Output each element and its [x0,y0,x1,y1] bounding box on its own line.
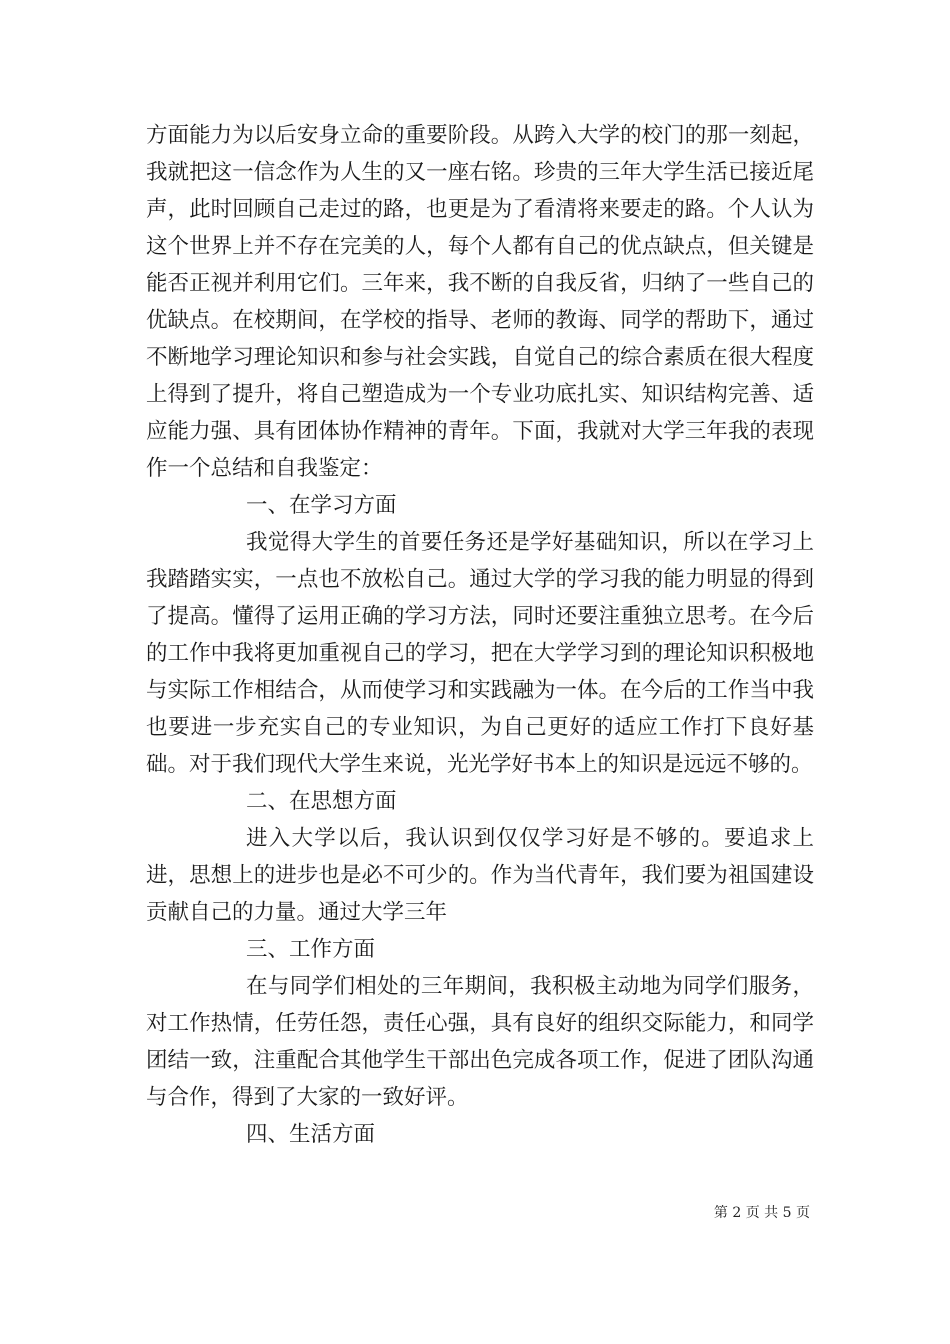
section-heading-work: 三、工作方面 [246,937,376,962]
section-heading-life: 四、生活方面 [246,1122,376,1147]
document-body [146,117,814,1153]
work-paragraph: 在与同学们相处的三年期间，我积极主动地为同学们服务，对工作热情，任劳任怨，责任心强，具有良好的组织交际能力，和同学团结一致，注重配合其他学生干部出色完成各项工作，促进了团队沟通与合作，得到了大家的一致好评。 [146,974,814,1110]
study-paragraph: 我觉得大学生的首要任务还是学好基础知识，所以在学习上我踏踏实实，一点也不放松自己。通过大学的学习我的能力明显的得到了提高。懂得了运用正确的学习方法，同时还要注重独立思考。在今后的工作中我将更加重视自己的学习，把在大学学习到的理论知识积极地与实际工作相结合，从而使学习和实践融为一体。在今后的工作当中我也要进一步充实自己的专业知识，为自己更好的适应工作打下良好基础。对于我们现代大学生来说，光光学好书本上的知识是远远不够的。 [146,530,814,777]
intro-paragraph: 方面能力为以后安身立命的重要阶段。从跨入大学的校门的那一刻起，我就把这一信念作为人生的又一座右铭。珍贵的三年大学生活已接近尾声，此时回顾自己走过的路，也更是为了看清将来要走的路。个人认为这个世界上并不存在完美的人，每个人都有自己的优点缺点，但关键是能否正视并利用它们。三年来，我不断的自我反省，归纳了一些自己的优缺点。在校期间，在学校的指导、老师的教诲、同学的帮助下，通过不断地学习理论知识和参与社会实践，自觉自己的综合素质在很大程度上得到了提升，将自己塑造成为一个专业功底扎实、知识结构完善、适应能力强、具有团体协作精神的青年。下面，我就对大学三年我的表现作一个总结和自我鉴定： [146,123,814,481]
page-number-footer: 第 2 页 共 5 页 [713,1205,810,1221]
section-heading-thought: 二、在思想方面 [246,789,397,814]
thought-paragraph: 进入大学以后，我认识到仅仅学习好是不够的。要追求上进，思想上的进步也是必不可少的。作为当代青年，我们要为祖国建设贡献自己的力量。通过大学三年 [146,826,814,925]
section-heading-study: 一、在学习方面 [246,493,397,518]
